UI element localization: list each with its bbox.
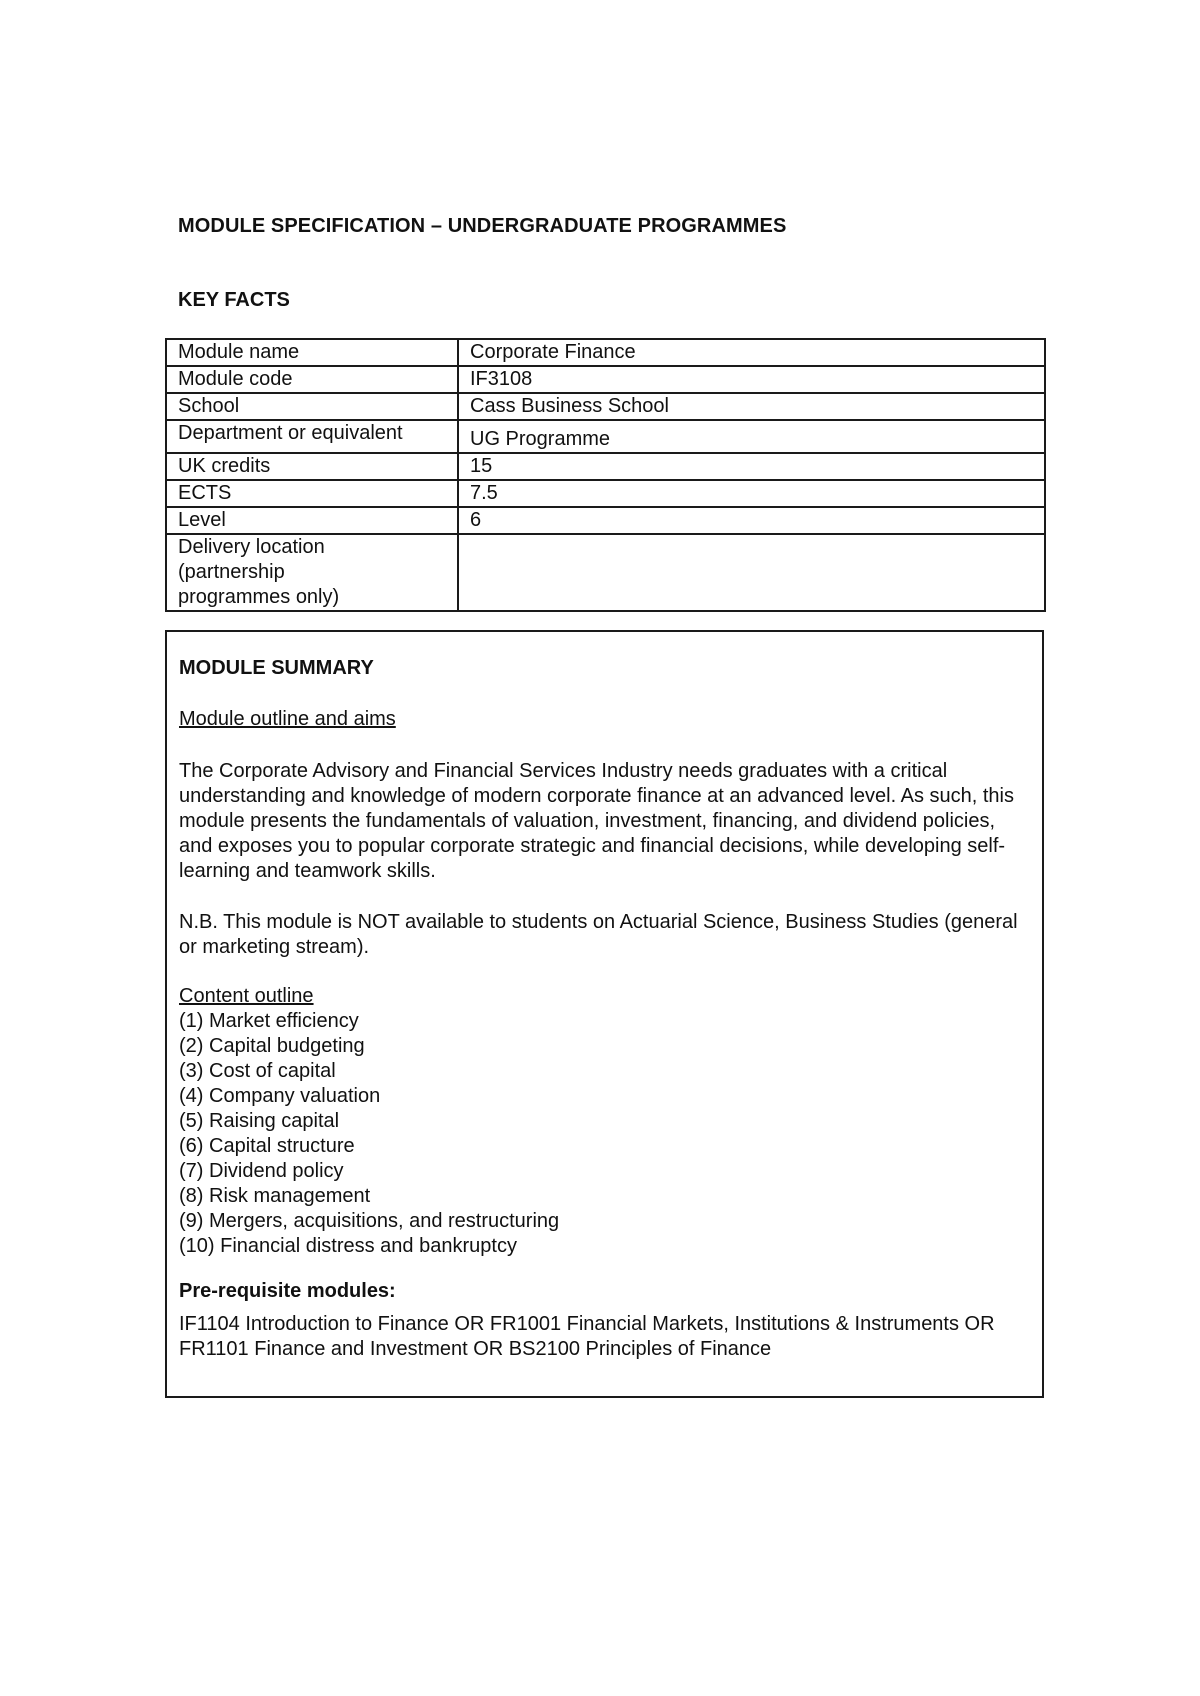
key-fact-label: School [166, 393, 458, 420]
content-outline-list [179, 1009, 1029, 1259]
key-fact-value-text: UG Programme [470, 428, 611, 450]
table-row [166, 534, 1045, 611]
key-fact-value: IF3108 [458, 366, 1045, 393]
outline-text: The Corporate Advisory and Financial Services Industry needs graduates with a critical understanding and knowledge of modern corporate finance at an advanced level. As such, this module presents the fundamentals of valuation, investment, financing, and dividend policies, and exposes you to popular corporate strategic and financial decisions, while developing self-learning and teamwork skills. [179, 760, 1014, 882]
page-title: MODULE SPECIFICATION – UNDERGRADUATE PROGRAMMES [178, 215, 787, 237]
table-row [166, 393, 1045, 420]
list-item: (7) Dividend policy [179, 1160, 344, 1182]
key-fact-value: 6 [458, 507, 1045, 534]
key-facts-heading: KEY FACTS [178, 289, 290, 311]
table-row [166, 366, 1045, 393]
prerequisite-text: IF1104 Introduction to Finance OR FR1001 Financial Markets, Institutions & Instruments OR FR1101 Finance and Investment OR BS2100 Principles of Finance [179, 1313, 995, 1360]
module-summary-heading: MODULE SUMMARY [179, 657, 374, 679]
list-item: (8) Risk management [179, 1185, 371, 1207]
table-row [166, 453, 1045, 480]
key-fact-label: Department or equivalent [166, 420, 458, 453]
list-item: (3) Cost of capital [179, 1060, 336, 1082]
key-fact-label: ECTS [166, 480, 458, 507]
list-item: (4) Company valuation [179, 1085, 381, 1107]
table-row [166, 339, 1045, 366]
key-facts-table [165, 338, 1046, 612]
list-item: (5) Raising capital [179, 1110, 340, 1132]
list-item: (6) Capital structure [179, 1135, 355, 1157]
key-fact-label: Module code [166, 366, 458, 393]
list-item: (1) Market efficiency [179, 1010, 359, 1032]
table-row [166, 480, 1045, 507]
list-item: (9) Mergers, acquisitions, and restructuring [179, 1210, 560, 1232]
module-summary-content [179, 656, 1029, 1362]
module-summary-box [165, 630, 1044, 1398]
list-item: (10) Financial distress and bankruptcy [179, 1235, 517, 1257]
content-outline-heading: Content outline [179, 985, 314, 1007]
key-fact-value: Cass Business School [458, 393, 1045, 420]
key-fact-label: Module name [166, 339, 458, 366]
key-fact-value: 7.5 [458, 480, 1045, 507]
prerequisite-heading: Pre-requisite modules: [179, 1280, 396, 1302]
table-row [166, 420, 1045, 453]
key-fact-value: Corporate Finance [458, 339, 1045, 366]
key-fact-label: Delivery location (partnership programmes only) [166, 534, 458, 611]
outline-heading: Module outline and aims [179, 708, 396, 730]
key-fact-value [458, 420, 1045, 453]
list-item: (2) Capital budgeting [179, 1035, 365, 1057]
key-fact-label: Level [166, 507, 458, 534]
key-fact-label: UK credits [166, 453, 458, 480]
key-fact-value: 15 [458, 453, 1045, 480]
availability-note: N.B. This module is NOT available to students on Actuarial Science, Business Studies (general or marketing stream). [179, 911, 1018, 958]
table-row [166, 507, 1045, 534]
key-fact-value [458, 534, 1045, 611]
